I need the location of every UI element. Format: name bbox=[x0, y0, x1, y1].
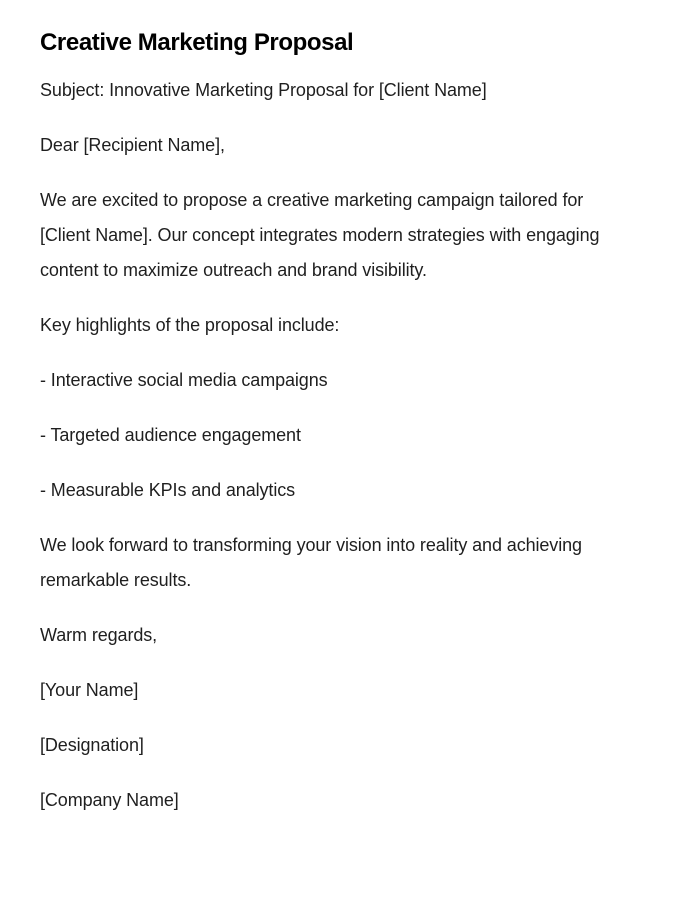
bullet-item: - Measurable KPIs and analytics bbox=[40, 480, 296, 500]
letter-subject: Subject: Innovative Marketing Proposal for [Client Name] bbox=[40, 80, 487, 100]
letter-closing-paragraph: We look forward to transforming your vision into reality and achieving remarkable results. bbox=[40, 535, 582, 590]
bullet-item: - Targeted audience engagement bbox=[40, 425, 301, 445]
signature-company: [Company Name] bbox=[40, 790, 179, 810]
letter-highlights-intro: Key highlights of the proposal include: bbox=[40, 315, 340, 335]
page-title: Creative Marketing Proposal bbox=[40, 29, 354, 56]
signature-name: [Your Name] bbox=[40, 680, 139, 700]
signature-designation: [Designation] bbox=[40, 735, 144, 755]
letter-body bbox=[40, 73, 620, 818]
bullet-item: - Interactive social media campaigns bbox=[40, 370, 328, 390]
letter-intro-paragraph: We are excited to propose a creative marketing campaign tailored for [Client Name]. Our concept integrates modern strategies with engaging content to maximize outreach and brand visibility. bbox=[40, 190, 600, 280]
letter-salutation: Dear [Recipient Name], bbox=[40, 135, 225, 155]
letter-sign-off: Warm regards, bbox=[40, 625, 158, 645]
